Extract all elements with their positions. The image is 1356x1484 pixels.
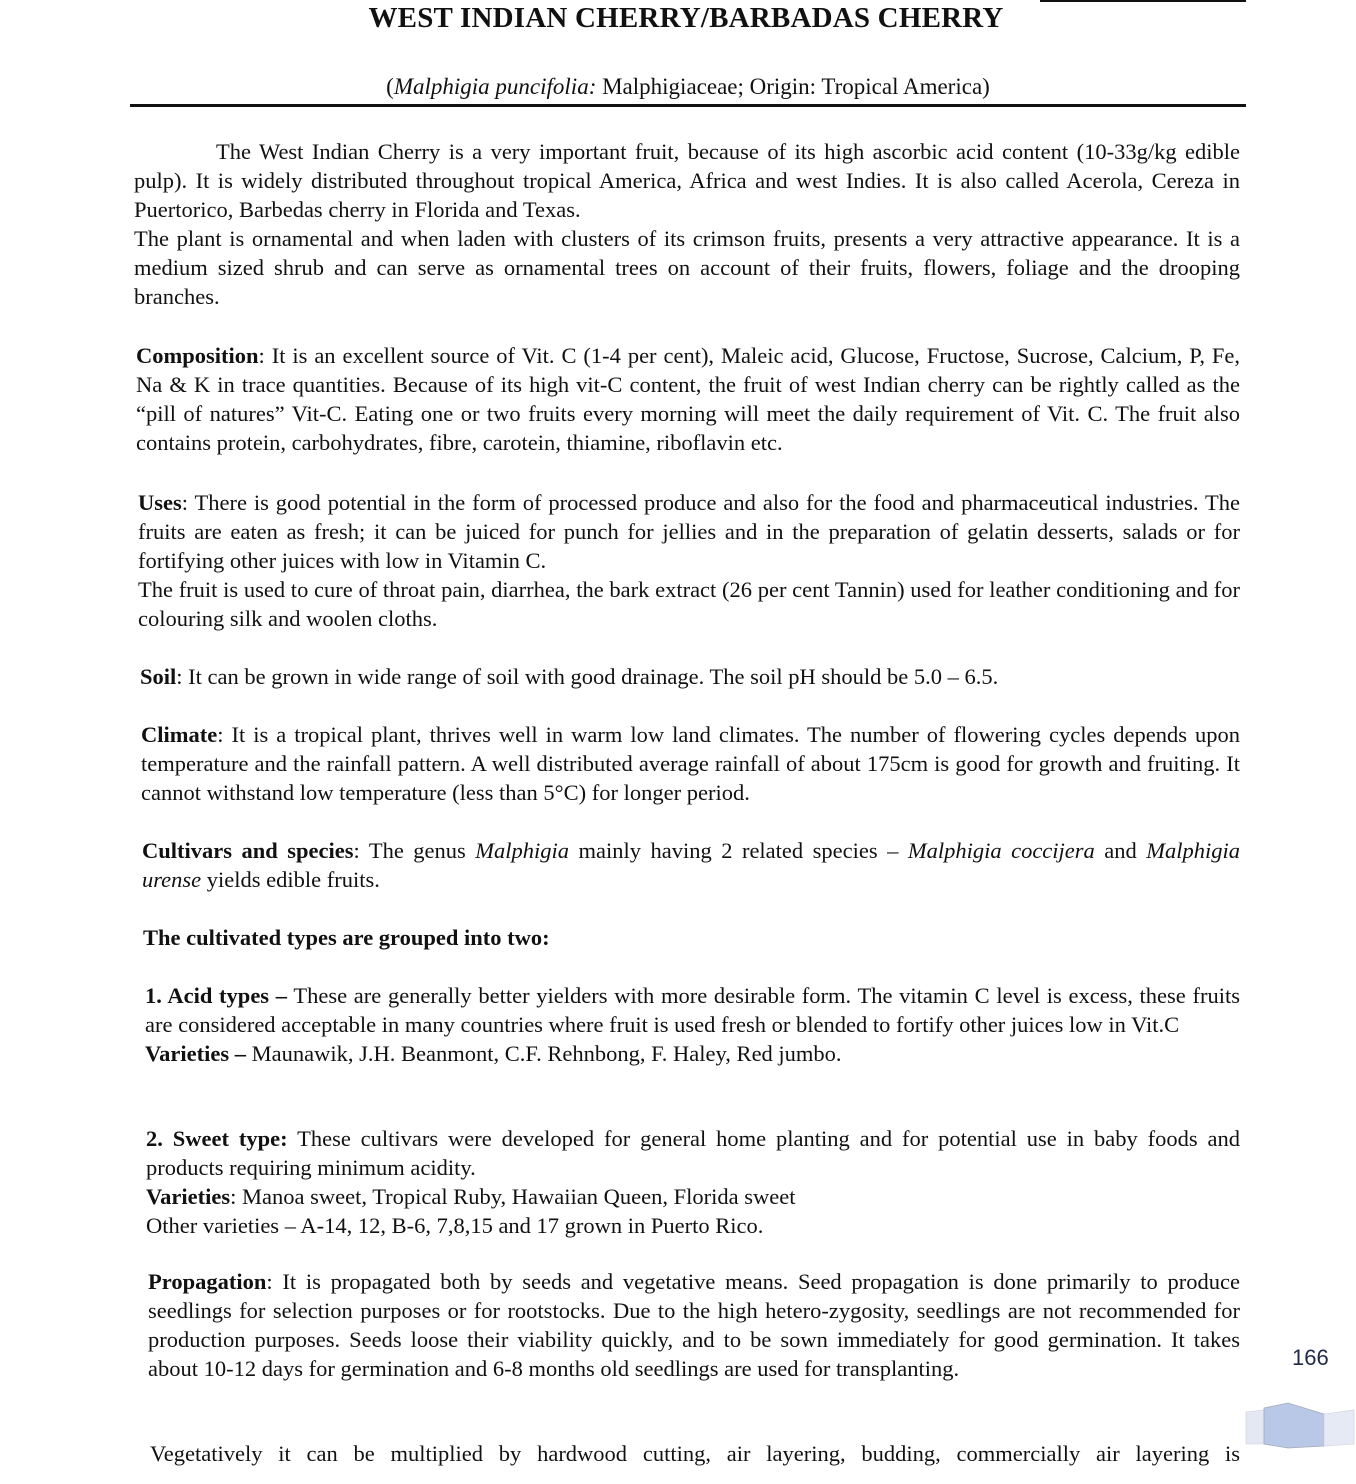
soil-text: : It can be grown in wide range of soil with good drainage. The soil pH should be 5.0 – 6.5.: [176, 664, 999, 689]
intro-section: [134, 137, 1240, 311]
species-name: Malphigia urense: [142, 838, 1241, 892]
composition-text: : It is an excellent source of Vit. C (1-4 per cent), Maleic acid, Glucose, Fructose, Sucrose, Calcium, P, Fe, Na & K in trace quantities. Because of its high vit-C content, the fruit of west Indian cherry can be rightly called as the “pill of natures” Vit-C. Eating one or two fruits every morning will meet the daily requirement of Vit. C. The fruit also contains protein, carbohydrates, fibre, carotein, thiamine, riboflavin etc.: [136, 343, 1240, 455]
cultivars-text: yields edible fruits.: [201, 867, 380, 892]
page-number: 166: [1292, 1345, 1329, 1370]
uses-label: Uses: [138, 490, 182, 515]
subtitle-rest: Malphigiaceae; Origin: Tropical America): [596, 74, 990, 99]
climate-label: Climate: [141, 722, 218, 747]
scientific-name: Malphigia puncifolia:: [393, 74, 597, 99]
genus-name: Malphigia: [475, 838, 570, 863]
soil-label: Soil: [140, 664, 177, 689]
vegetative-section: [150, 1439, 1240, 1468]
acid-types-label: 1. Acid types –: [145, 983, 288, 1008]
cultivars-text: and: [1094, 838, 1147, 863]
sweet-type-label: 2. Sweet type:: [146, 1126, 288, 1151]
propagation-section: [148, 1267, 1240, 1383]
climate-text: : It is a tropical plant, thrives well in warm low land climates. The number of flowering cycles depends upon temperature and the rainfall pattern. A well distributed average rainfall of about 175cm is good for growth and fruiting. It cannot withstand low temperature (less than 5°C) for longer period.: [141, 722, 1240, 805]
composition-label: Composition: [136, 343, 259, 368]
page-title: WEST INDIAN CHERRY/BARBADAS CHERRY: [368, 2, 1004, 34]
species-name: Malphigia coccijera: [907, 838, 1095, 863]
subtitle-open: (: [386, 74, 394, 99]
sweet-varieties-label: Varieties: [146, 1184, 231, 1209]
uses-section: [138, 488, 1240, 633]
climate-section: [141, 720, 1240, 807]
grouping-section: [143, 923, 1240, 952]
cultivars-section: [142, 836, 1240, 894]
cultivars-label: Cultivars and species: [142, 838, 354, 863]
acid-varieties-text: Maunawik, J.H. Beanmont, C.F. Rehnbong, F. Haley, Red jumbo.: [246, 1041, 842, 1066]
sweet-type-text: These cultivars were developed for general home planting and for potential use in baby foods and products requiring minimum acidity.: [146, 1126, 1240, 1180]
intro-paragraph-1: The West Indian Cherry is a very important fruit, because of its high ascorbic acid content (10-33g/kg edible pulp). It is widely distributed throughout tropical America, Africa and west Indies. It is also called Acerola, Cereza in Puertorico, Barbedas cherry in Florida and Texas.: [134, 139, 1240, 222]
page-subtitle: [130, 74, 1246, 100]
propagation-text: : It is propagated both by seeds and vegetative means. Seed propagation is done primarily to produce seedlings for selection purposes or for rootstocks. Due to the high hetero-zygosity, seedlings are not recommended for production purposes. Seeds loose their viability quickly, and to be sown immediately for good germination. It takes about 10-12 days for germination and 6-8 months old seedlings are used for transplanting.: [148, 1269, 1240, 1381]
soil-section: [140, 662, 1240, 691]
grouping-heading: The cultivated types are grouped into two:: [143, 925, 550, 950]
page-corner-decoration-icon: [1244, 1400, 1356, 1450]
sweet-type-section: [146, 1124, 1240, 1240]
sweet-varieties-text: : Manoa sweet, Tropical Ruby, Hawaiian Queen, Florida sweet: [230, 1184, 796, 1209]
acid-types-section: [145, 981, 1240, 1068]
vegetative-paragraph: Vegetatively it can be multiplied by hardwood cutting, air layering, budding, commercially air layering is: [150, 1441, 1240, 1466]
subtitle-rule: [130, 104, 1246, 107]
uses-paragraph-2: The fruit is used to cure of throat pain, diarrhea, the bark extract (26 per cent Tannin) used for leather conditioning and for colouring silk and woolen cloths.: [138, 577, 1240, 631]
other-varieties: Other varieties – A-14, 12, B-6, 7,8,15 and 17 grown in Puerto Rico.: [146, 1213, 764, 1238]
acid-types-text: These are generally better yielders with more desirable form. The vitamin C level is excess, these fruits are considered acceptable in many countries where fruit is used fresh or blended to fortify other juices low in Vit.C: [145, 983, 1240, 1037]
propagation-label: Propagation: [148, 1269, 267, 1294]
acid-varieties-label: Varieties –: [145, 1041, 247, 1066]
uses-text: : There is good potential in the form of processed produce and also for the food and pharmaceutical industries. The fruits are eaten as fresh; it can be juiced for punch for jellies and in the preparation of gelatin desserts, salads or for fortifying other juices with low in Vitamin C.: [138, 490, 1240, 573]
cultivars-text: : The genus: [353, 838, 476, 863]
cultivars-text: mainly having 2 related species –: [569, 838, 908, 863]
composition-section: [136, 341, 1240, 457]
intro-paragraph-2: The plant is ornamental and when laden with clusters of its crimson fruits, presents a very attractive appearance. It is a medium sized shrub and can serve as ornamental trees on account of their fruits, flowers, foliage and the drooping branches.: [134, 226, 1240, 309]
